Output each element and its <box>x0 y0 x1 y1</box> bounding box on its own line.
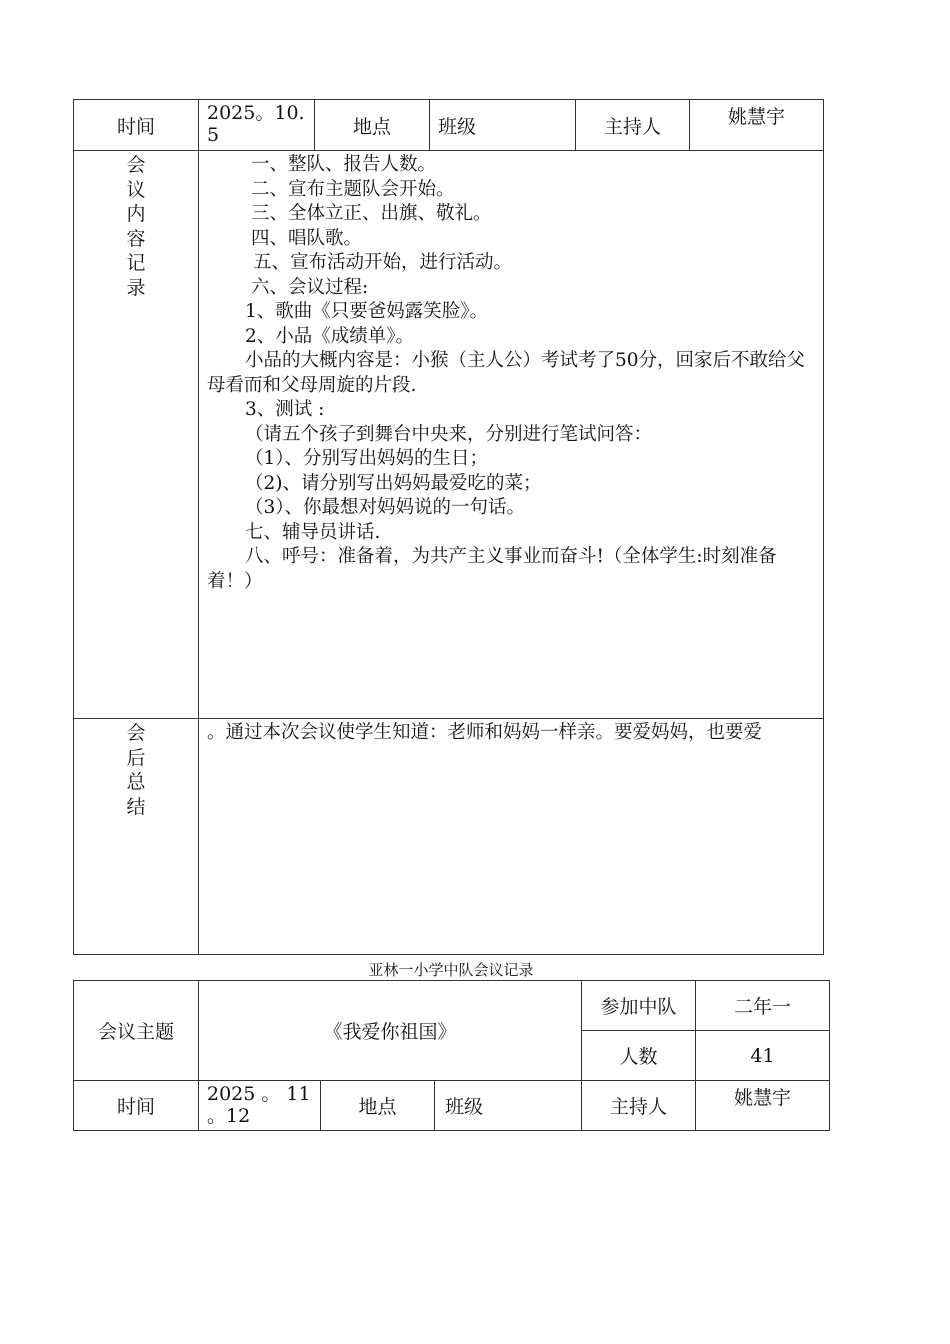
content-line: 小品的大概内容是：小猴（主人公）考试考了50分，回家后不敢给父母看而和父母周旋的片段. <box>207 350 806 396</box>
meeting-record-table-1 <box>73 99 824 955</box>
count-label: 人数 <box>582 1031 696 1081</box>
content-line: 一、整队、报告人数。 <box>251 154 437 175</box>
content-label-char: 会 <box>126 154 146 176</box>
content-line: （2)、请分别写出妈妈最爱吃的菜； <box>245 472 542 494</box>
topic-value: 《我爱你祖国》 <box>199 981 582 1081</box>
content-line: 2、小品《成绩单》。 <box>245 325 415 347</box>
content-line: （3）、你最想对妈妈说的一句话。 <box>245 497 526 518</box>
host-value: 姚慧宇 <box>696 1081 830 1131</box>
squad-value: 二年一 <box>696 981 830 1031</box>
content-label-char: 录 <box>126 276 146 299</box>
host-label: 主持人 <box>576 100 690 151</box>
content-line: 八、呼号：准备着，为共产主义事业而奋斗!（全体学生:时刻准备着！） <box>207 546 777 592</box>
content-line: 3、测试 : <box>245 399 325 420</box>
squad-label: 参加中队 <box>582 981 696 1031</box>
content-line: （请五个孩子到舞台中央来，分别进行笔试问答： <box>245 423 653 445</box>
topic-label: 会议主题 <box>74 981 199 1081</box>
content-label-char: 内 <box>126 203 146 225</box>
meeting-record-table-2 <box>73 980 830 1131</box>
time-label: 时间 <box>74 100 199 151</box>
time-label: 时间 <box>74 1081 199 1131</box>
content-line: 六、会议过程: <box>251 276 369 298</box>
content-line: 四、唱队歌。 <box>251 227 363 249</box>
time-value: 2025 。 11 。12 <box>199 1081 321 1131</box>
place-value: 班级 <box>430 100 576 151</box>
count-value: 41 <box>696 1031 830 1081</box>
content-line: 三、全体立正、出旗、敬礼。 <box>251 203 492 224</box>
place-label: 地点 <box>315 100 430 151</box>
content-label <box>74 151 199 719</box>
table-caption: 亚林一小学中队会议记录 <box>368 961 534 979</box>
summary-text <box>199 719 824 955</box>
place-value: 班级 <box>435 1081 582 1131</box>
content-line: 1、歌曲《只要爸妈露笑脸》。 <box>245 301 489 322</box>
content-label-char: 议 <box>126 178 146 201</box>
content-line: 二、宣布主题队会开始。 <box>251 178 455 200</box>
content-label-char: 记 <box>126 252 146 274</box>
content-record <box>199 151 824 719</box>
summary-label-char: 会 <box>126 722 146 744</box>
summary-label-char: 后 <box>126 746 146 769</box>
summary-line: 。通过本次会议使学生知道：老师和妈妈一样亲。要爱妈妈，也要爱 <box>207 722 763 743</box>
content-label-char: 容 <box>126 227 146 250</box>
content-line: 五、宣布活动开始，进行活动。 <box>253 252 513 273</box>
time-value: 2025。10.5 <box>199 100 315 151</box>
summary-label <box>74 719 199 955</box>
host-value: 姚慧宇 <box>690 100 824 151</box>
content-line: （1）、分别写出妈妈的生日； <box>245 448 489 469</box>
content-line: 七、辅导员讲话. <box>245 521 381 543</box>
summary-label-char: 结 <box>126 795 146 818</box>
place-label: 地点 <box>321 1081 435 1131</box>
host-label: 主持人 <box>582 1081 696 1131</box>
summary-label-char: 总 <box>126 771 146 793</box>
